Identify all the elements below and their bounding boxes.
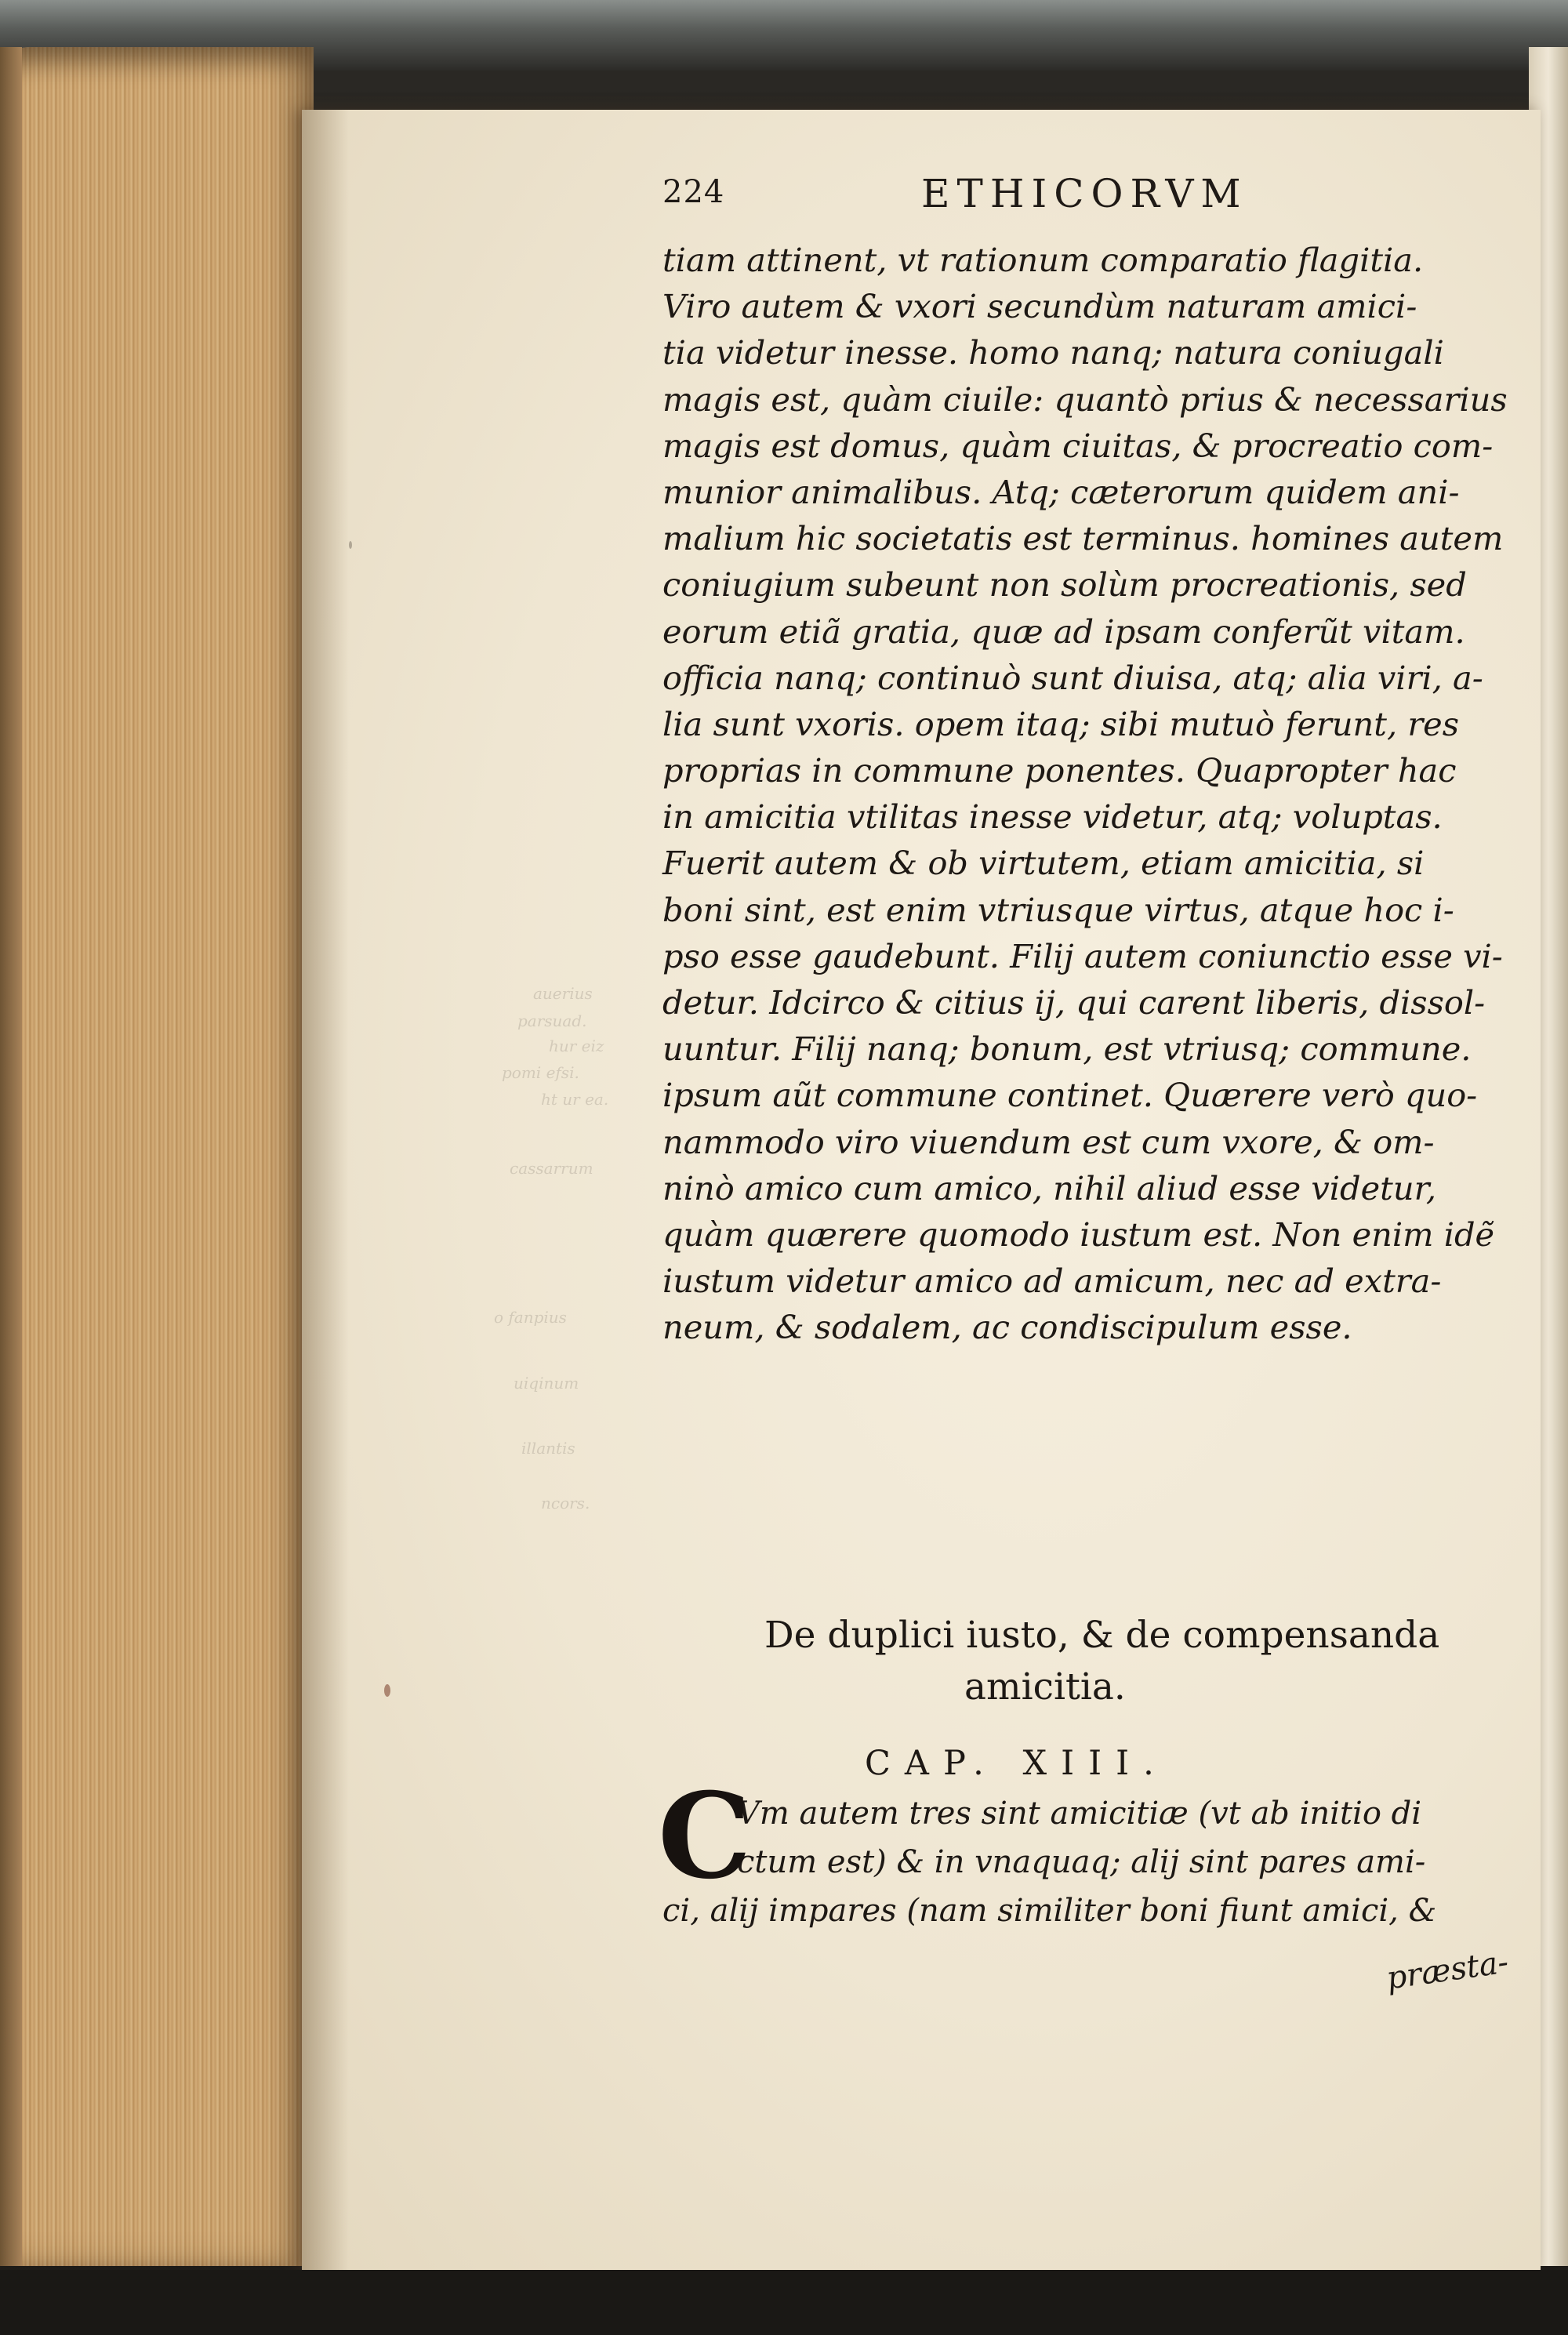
text-line: Vm autem tres sint amicitiæ (vt ab initio di [737,1796,1422,1832]
show-through-text: o fanpius [494,1308,567,1327]
text-line: tia videtur inesse. homo nanq; natura coniugali [662,333,1444,372]
text-line: officia nanq; continuò sunt diuisa, atq; alia viri, a- [662,658,1483,697]
show-through-text: pomi efsi. [502,1063,579,1082]
text-line: coniugium subeunt non solùm procreationis, sed [662,565,1467,605]
text-line: pso esse gaudebunt. Filij autem coniunctio esse vi- [662,936,1503,975]
show-through-text: auerius [533,984,593,1003]
show-through-text: hur eiz [549,1037,604,1055]
text-line: uuntur. Filij nanq; bonum, est vtriusq; commune. [662,1030,1472,1069]
text-line: ctum est) & in vnaquaq; alij sint pares ami- [737,1844,1426,1880]
text-line: tiam attinent, vt rationum comparatio flagitia. [662,241,1424,279]
text-line: lia sunt vxoris. opem itaq; sibi mutuò ferunt, res [662,704,1460,743]
text-line: Fuerit autem & ob virtutem, etiam amicitia, si [662,844,1425,883]
catchword: præsta- [1384,1944,1511,1997]
section-heading-line: De duplici iusto, & de compensanda [764,1614,1440,1657]
running-title: ETHICORVM [921,171,1248,216]
text-line: quàm quærere quomodo iustum est. Non enim idẽ [662,1215,1495,1254]
page-edge-shadow [0,47,22,2266]
bottom-backdrop [0,2270,1568,2335]
text-line: malium hic societatis est terminus. homines autem [662,519,1504,558]
text-line: munior animalibus. Atq; cæterorum quidem ani- [662,472,1460,511]
text-line: magis est domus, quàm ciuitas, & procreatio com- [662,426,1494,465]
text-line: in amicitia vtilitas inesse videtur, atq; voluptas. [662,797,1443,837]
show-through-text: illantis [521,1439,575,1458]
page-edge-stack [0,47,314,2266]
text-line: nammodo viro viuendum est cum vxore, & om- [662,1122,1435,1161]
running-head [662,171,1368,229]
ink-stain [384,1684,390,1697]
text-line: neum, & sodalem, ac condiscipulum esse. [662,1308,1352,1347]
ink-stain [349,541,352,549]
text-line: proprias in commune ponentes. Quapropter hac [662,751,1457,790]
show-through-text: parsuad. [517,1011,587,1030]
text-line: iustum videtur amico ad amicum, nec ad extra- [662,1262,1442,1301]
text-line: Viro autem & vxori secundùm naturam amici- [662,287,1417,326]
chapter-text [658,1767,1548,1935]
text-line: detur. Idcirco & citius ij, qui carent liberis, dissol- [662,983,1486,1022]
page-number: 224 [662,174,725,210]
text-line: magis est, quàm ciuile: quantò prius & necessarius [662,379,1508,419]
show-through-text: uiqinum [514,1374,579,1393]
text-line: ipsum aũt commune continet. Quærere verò quo- [662,1076,1478,1115]
text-line: eorum etiã gratia, quæ ad ipsam conferũt vitam. [662,612,1465,651]
show-through-text: ht ur ea. [541,1090,609,1109]
section-heading-line: amicitia. [964,1665,1126,1709]
chapter-label: CAP. XIII. [865,1744,1168,1783]
show-through-text: cassarrum [510,1159,593,1178]
show-through-text: ncors. [541,1494,590,1512]
body-text [662,237,1548,1351]
text-line: boni sint, est enim vtriusque virtus, atque hoc i- [662,890,1454,929]
text-line: ci, alij impares (nam similiter boni fiunt amici, & [662,1893,1437,1929]
text-line: ninò amico cum amico, nihil aliud esse videtur, [662,1168,1437,1207]
gutter-shadow [302,110,349,2270]
drop-cap: C [658,1767,752,1905]
